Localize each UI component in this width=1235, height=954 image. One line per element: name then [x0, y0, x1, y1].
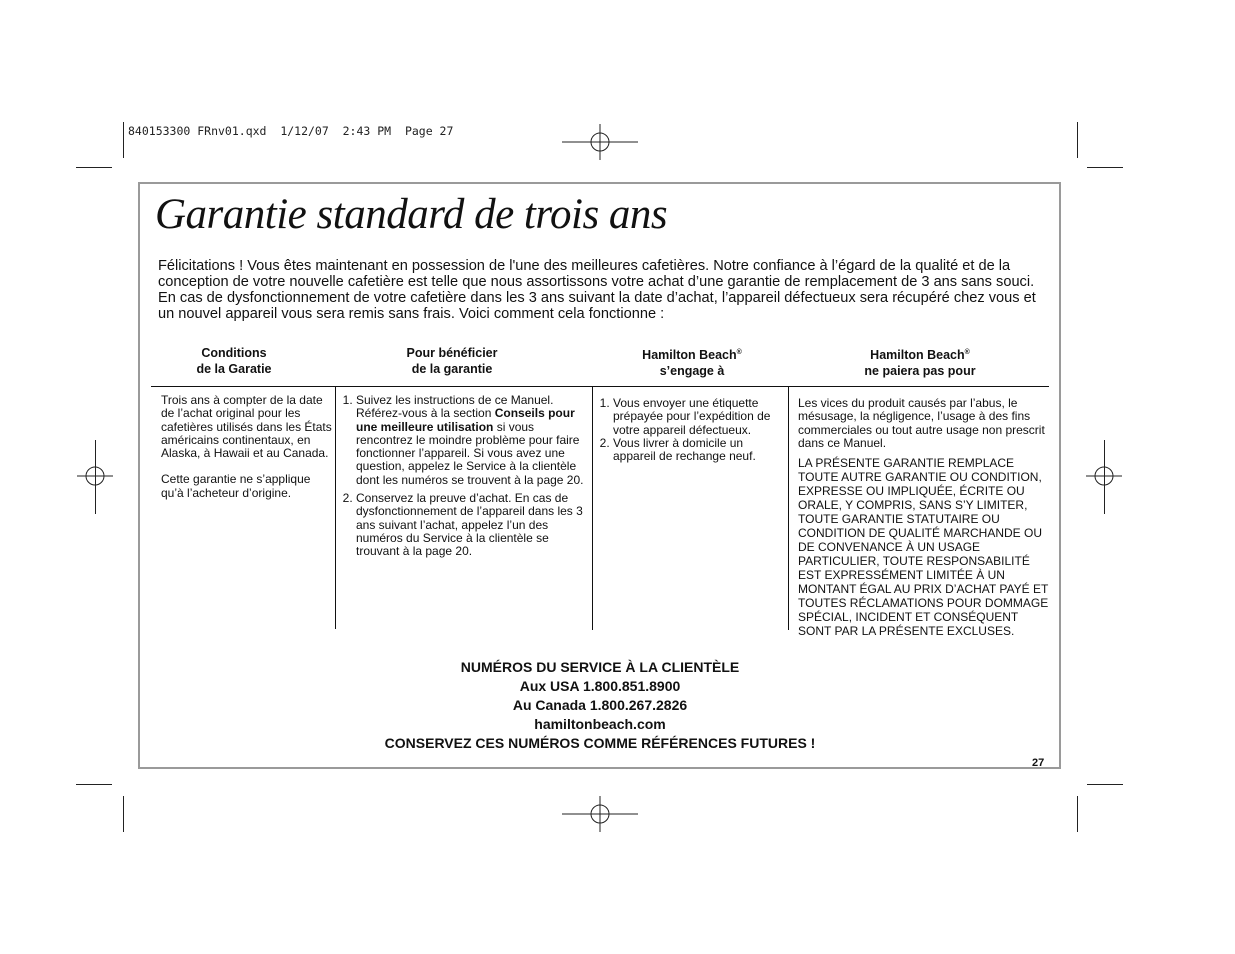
list-item: 1. Vous envoyer une étiquette prépayée pour l’expédition de votre appareil défectueux. [613, 397, 785, 437]
crop-mark [123, 122, 124, 158]
website-link[interactable]: hamiltonbeach.com [534, 716, 666, 732]
registration-mark-icon [562, 124, 638, 160]
crop-mark [76, 167, 112, 168]
customer-service-block [300, 658, 900, 753]
crop-mark [1077, 796, 1078, 832]
table-rule [151, 386, 1049, 387]
phone-canada: Au Canada 1.800.267.2826 [512, 697, 688, 713]
cell-benefit [342, 394, 590, 559]
column-header-conditions: Conditions de la Garatie [196, 346, 272, 376]
crop-mark [76, 784, 112, 785]
print-slug: 840153300 FRnv01.qxd 1/12/07 2:43 PM Page 27 [128, 124, 454, 138]
crop-mark [1087, 784, 1123, 785]
crop-mark [123, 796, 124, 832]
intro-paragraph: Félicitations ! Vous êtes maintenant en possession de l'une des meilleures cafetières. Notre confiance à l’égard de la qualité et de la conception de votre nouvelle cafetière est telle que nous assortissons votre achat d’une garantie de remplacement de 3 ans sans souci. En cas de dysfonctionnement de votre cafetière dans les 3 ans suivant la date d’achat, l’appareil défectueux sera récupéré chez vous et un nouvel appareil vous sera remis sans frais. Voici comment cela fonctionne : [158, 258, 1036, 322]
cell-conditions: Trois ans à compter de la date de l’achat original pour les cafetières utilisés dans les États américains continentaux, en Alaska, à Hawaii et au Canada. Cette garantie ne s’applique qu’à l’acheteur d’origine. [161, 393, 332, 500]
page-number: 27 [1032, 757, 1045, 769]
cell-exclusions: Les vices du produit causés par l’abus, le mésusage, la négligence, l’usage à des fins commerciales ou tout autre usage non prescrit dans ce Manuel. LA PRÉSENTE GARANTIE REMPLACE TOUTE AUTRE GARANTIE OU CONDITION, EXPRESSE OU IMPLIQUÉE, ÉCRITE OU ORALE, Y COMPRIS, SANS S’Y LIMITER, TOUTE GARANTIE STATUTAIRE OU CONDITION DE QUALITÉ MARCHANDE OU DE CONVENANCE À UN USAGE PARTICULIER, TOUTE RESPONSABILITÉ EST EXPRESSÉMENT LIMITÉE À UN MONTANT ÉGAL AU PRIX D’ACHAT PAYÉ ET TOUTES RÉCLAMATIONS POUR DOMMAGE SPÉCIAL, INCIDENT ET CONSÉQUENT SONT PAR LA PRÉSENTE EXCLUSES. [798, 396, 1049, 639]
column-header-benefit: Pour bénéficier de la garantie [406, 346, 498, 376]
column-divider [335, 386, 336, 629]
column-header-exclusions: Hamilton Beach® ne paiera pas pour [864, 348, 976, 379]
list-item: 2. Vous livrer à domicile un appareil de rechange neuf. [613, 437, 785, 464]
registration-mark-icon [562, 796, 638, 832]
list-item: 2. Conservez la preuve d’achat. En cas de dysfonctionnement de l’appareil dans les 3 ans suivant l’achat, appelez l’un des numéros du Service à la clientèle se trouvant à la page 20. [356, 492, 590, 558]
list-item: 1. Suivez les instructions de ce Manuel. Référez-vous à la section Conseils pour une meilleure utilisation si vous rencontrez le moindre problème pour faire fonctionner l’appareil. Si vous avez une question, appelez le Service à la clientèle dont les numéros se trouvent à la page 20. [356, 394, 590, 487]
keep-numbers-note: CONSERVEZ CES NUMÉROS COMME RÉFÉRENCES FUTURES ! [384, 735, 816, 751]
page-title: Garantie standard de trois ans [155, 191, 668, 238]
cell-commitment [599, 397, 785, 463]
crop-mark [1077, 122, 1078, 158]
column-header-commitment: Hamilton Beach® s’engage à [642, 348, 742, 379]
service-heading: NUMÉROS DU SERVICE À LA CLIENTÈLE [460, 659, 740, 675]
registration-mark-icon [1086, 458, 1122, 494]
column-divider [592, 386, 593, 630]
registration-mark-icon [77, 458, 113, 494]
phone-usa: Aux USA 1.800.851.8900 [519, 678, 681, 694]
column-divider [788, 386, 789, 630]
crop-mark [1087, 167, 1123, 168]
